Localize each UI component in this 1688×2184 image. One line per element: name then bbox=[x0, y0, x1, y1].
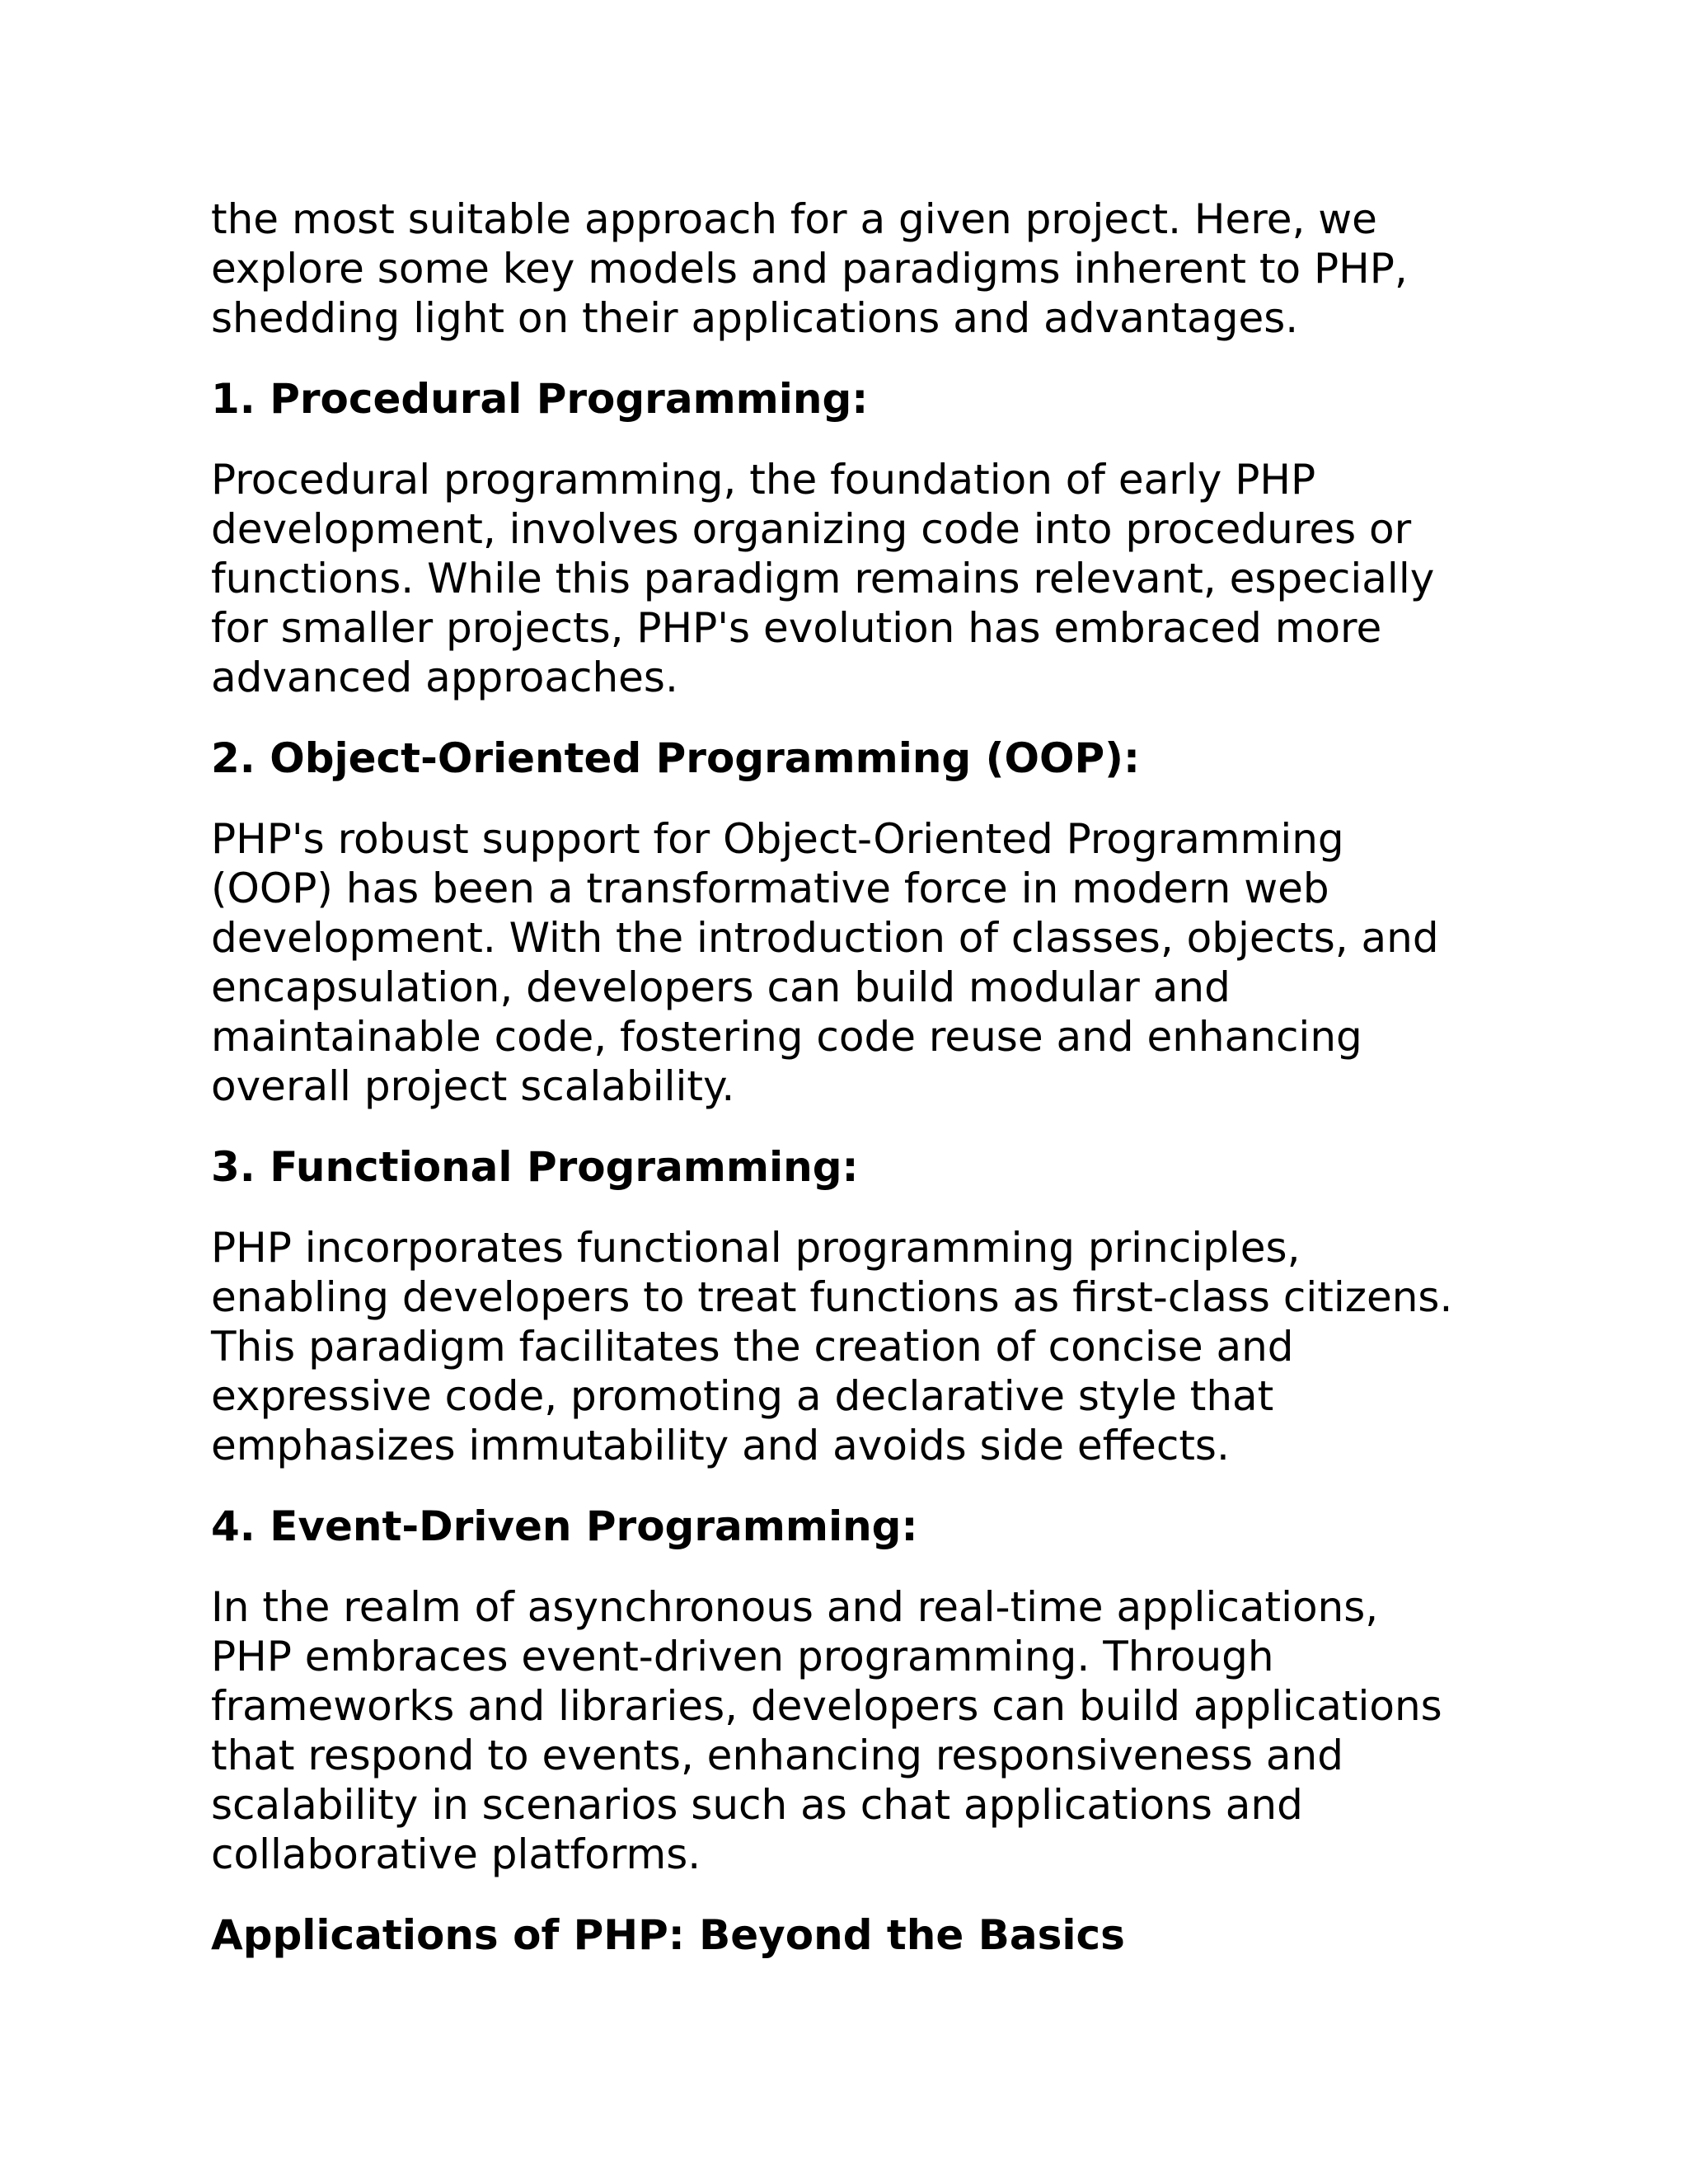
closing-heading: Applications of PHP: Beyond the Basics bbox=[211, 1911, 1125, 1959]
section-heading-event-driven: 4. Event-Driven Programming: bbox=[211, 1502, 918, 1550]
intro-paragraph: the most suitable approach for a given project. Here, we explore some key models and paradigms inherent to PHP, shedding light on their applications and advantages. bbox=[211, 195, 1408, 342]
document-page bbox=[211, 194, 1497, 1991]
section-body-event-driven: In the realm of asynchronous and real-time applications, PHP embraces event-driven programming. Through frameworks and libraries, developers can build applications that respond to events, enhancing responsiveness and scalability in scenarios such as chat applications and collaborative platforms. bbox=[211, 1583, 1442, 1878]
section-heading-oop: 2. Object-Oriented Programming (OOP): bbox=[211, 734, 1140, 782]
section-body-procedural: Procedural programming, the foundation of early PHP development, involves organizing code into procedures or functions. While this paradigm remains relevant, especially for smaller projects, PHP's evolution has embraced more advanced approaches. bbox=[211, 456, 1435, 701]
section-body-oop: PHP's robust support for Object-Oriented Programming (OOP) has been a transformative force in modern web development. With the introduction of classes, objects, and encapsulation, developers can build modular and maintainable code, fostering code reuse and enhancing overall project scalability. bbox=[211, 815, 1439, 1110]
section-heading-functional: 3. Functional Programming: bbox=[211, 1143, 859, 1191]
section-body-functional: PHP incorporates functional programming principles, enabling developers to treat functions as first-class citizens. This paradigm facilitates the creation of concise and expressive code, promoting a declarative style that emphasizes immutability and avoids side effects. bbox=[211, 1224, 1453, 1469]
section-heading-procedural: 1. Procedural Programming: bbox=[211, 375, 869, 423]
